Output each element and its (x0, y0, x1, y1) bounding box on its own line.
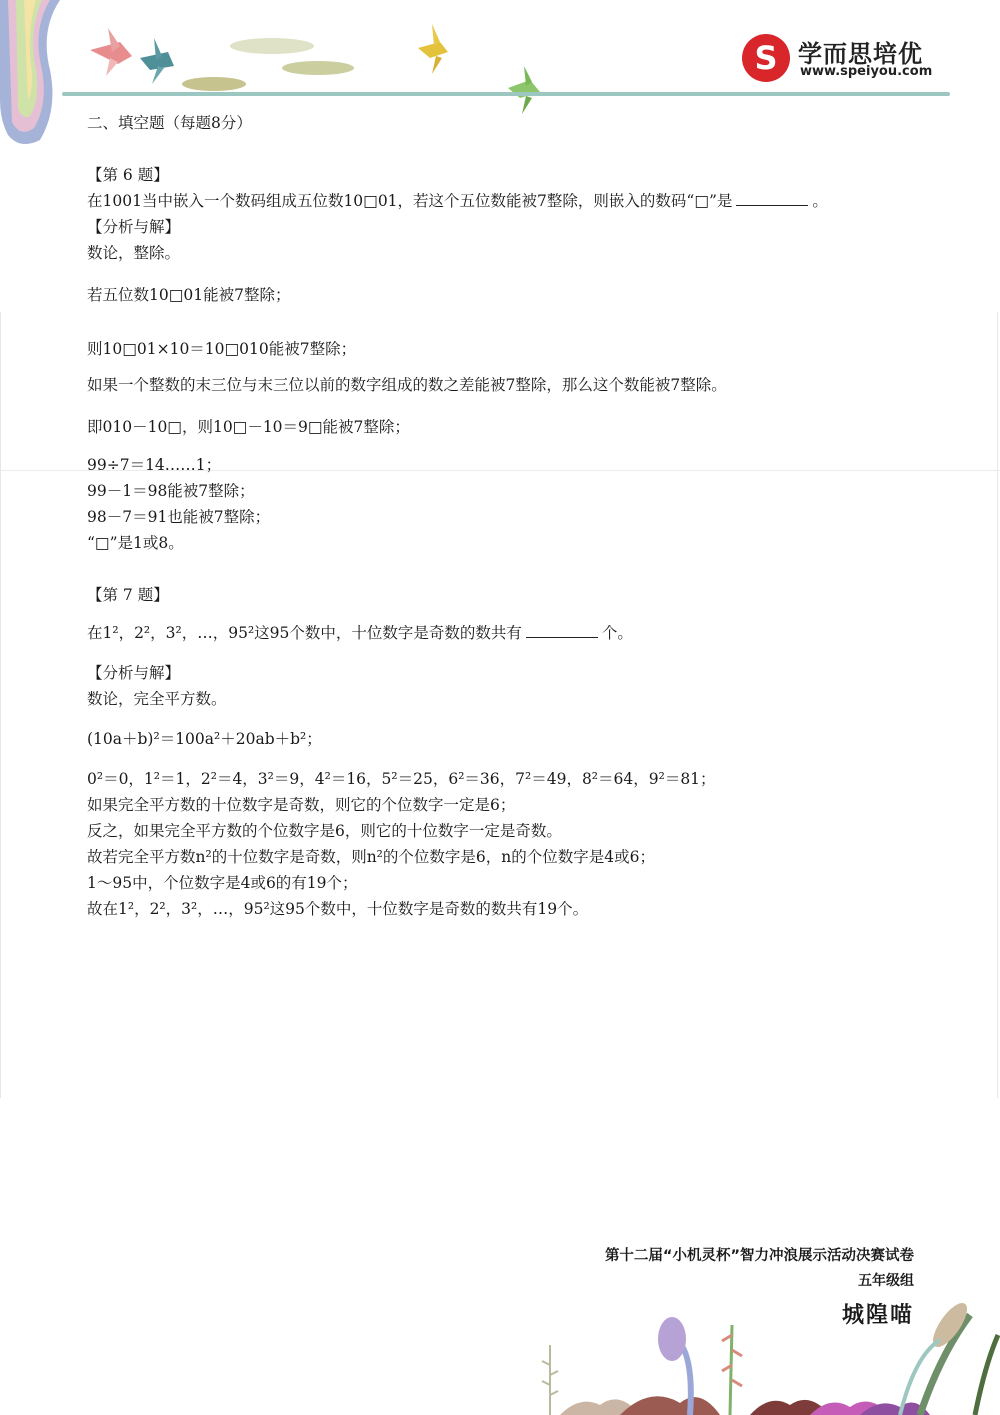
brand-logo (742, 32, 952, 88)
q6-analysis-label: 【分析与解】 (87, 218, 181, 236)
q7-analysis-line: 故若完全平方数n²的十位数字是奇数，则n²的个位数字是6，n的个位数字是4或6； (87, 848, 655, 866)
logo-letter: S (754, 39, 778, 77)
q7-analysis-label: 【分析与解】 (87, 664, 181, 682)
q6-analysis-line: 若五位数10□01能被7整除； (87, 286, 291, 304)
q6-analysis-line: 99－1＝98能被7整除； (87, 482, 255, 500)
q7-analysis-line: 1～95中，个位数字是4或6的有19个； (87, 874, 358, 892)
q7-question-text: 在1²，2²，3²，…，95²这95个数中，十位数字是奇数的数共有 (87, 624, 522, 642)
q6-analysis-line: “□”是1或8。 (87, 534, 184, 552)
exam-grade: 五年级组 (858, 1273, 914, 1289)
q6-answer-blank (736, 191, 808, 206)
q7-answer-blank (526, 623, 598, 638)
brand-name: 学而思培优 (798, 40, 923, 68)
q7-question-end: 个。 (601, 624, 633, 642)
q6-analysis-line: 99÷7＝14……1； (87, 456, 222, 474)
footer-plant-decoration (520, 1295, 1000, 1415)
q6-question (87, 190, 828, 212)
q6-analysis-line: 即010－10□，则10□－10＝9□能被7整除； (87, 418, 410, 436)
section-title: 二、填空题（每题8分） (87, 114, 252, 132)
q7-question (87, 622, 633, 644)
brand-url: www.speiyou.com (800, 64, 933, 79)
header-rule (62, 92, 950, 96)
q7-analysis-line: (10a＋b)²＝100a²＋20ab＋b²； (87, 730, 322, 748)
q7-label: 【第 7 题】 (87, 586, 169, 604)
author-signature: 城隍喵 (841, 1303, 914, 1328)
q6-analysis-line: 98－7＝91也能被7整除； (87, 508, 271, 526)
q6-question-end: 。 (812, 192, 828, 210)
q6-label: 【第 6 题】 (87, 166, 169, 184)
q7-analysis-line: 0²＝0，1²＝1，2²＝4，3²＝9，4²＝16，5²＝25，6²＝36，7²＝49，8²＝64，9²＝81； (87, 770, 716, 788)
q7-analysis-line: 数论，完全平方数。 (87, 690, 227, 708)
q6-analysis-line: 如果一个整数的末三位与末三位以前的数字组成的数之差能被7整除，那么这个数能被7整除。 (87, 376, 727, 394)
q6-analysis-line: 则10□01×10＝10□010能被7整除； (87, 340, 357, 358)
q6-analysis-line: 数论，整除。 (87, 244, 181, 262)
q7-analysis-line: 故在1²，2²，3²，…，95²这95个数中，十位数字是奇数的数共有19个。 (87, 900, 589, 918)
q6-question-text: 在1001当中嵌入一个数码组成五位数10□01，若这个五位数能被7整除，则嵌入的数码“□”是 (87, 192, 733, 210)
q7-analysis-line: 如果完全平方数的十位数字是奇数，则它的个位数字一定是6； (87, 796, 516, 814)
q7-analysis-line: 反之，如果完全平方数的个位数字是6，则它的十位数字一定是奇数。 (87, 822, 562, 840)
exam-title: 第十二届“小机灵杯”智力冲浪展示活动决赛试卷 (604, 1248, 914, 1264)
